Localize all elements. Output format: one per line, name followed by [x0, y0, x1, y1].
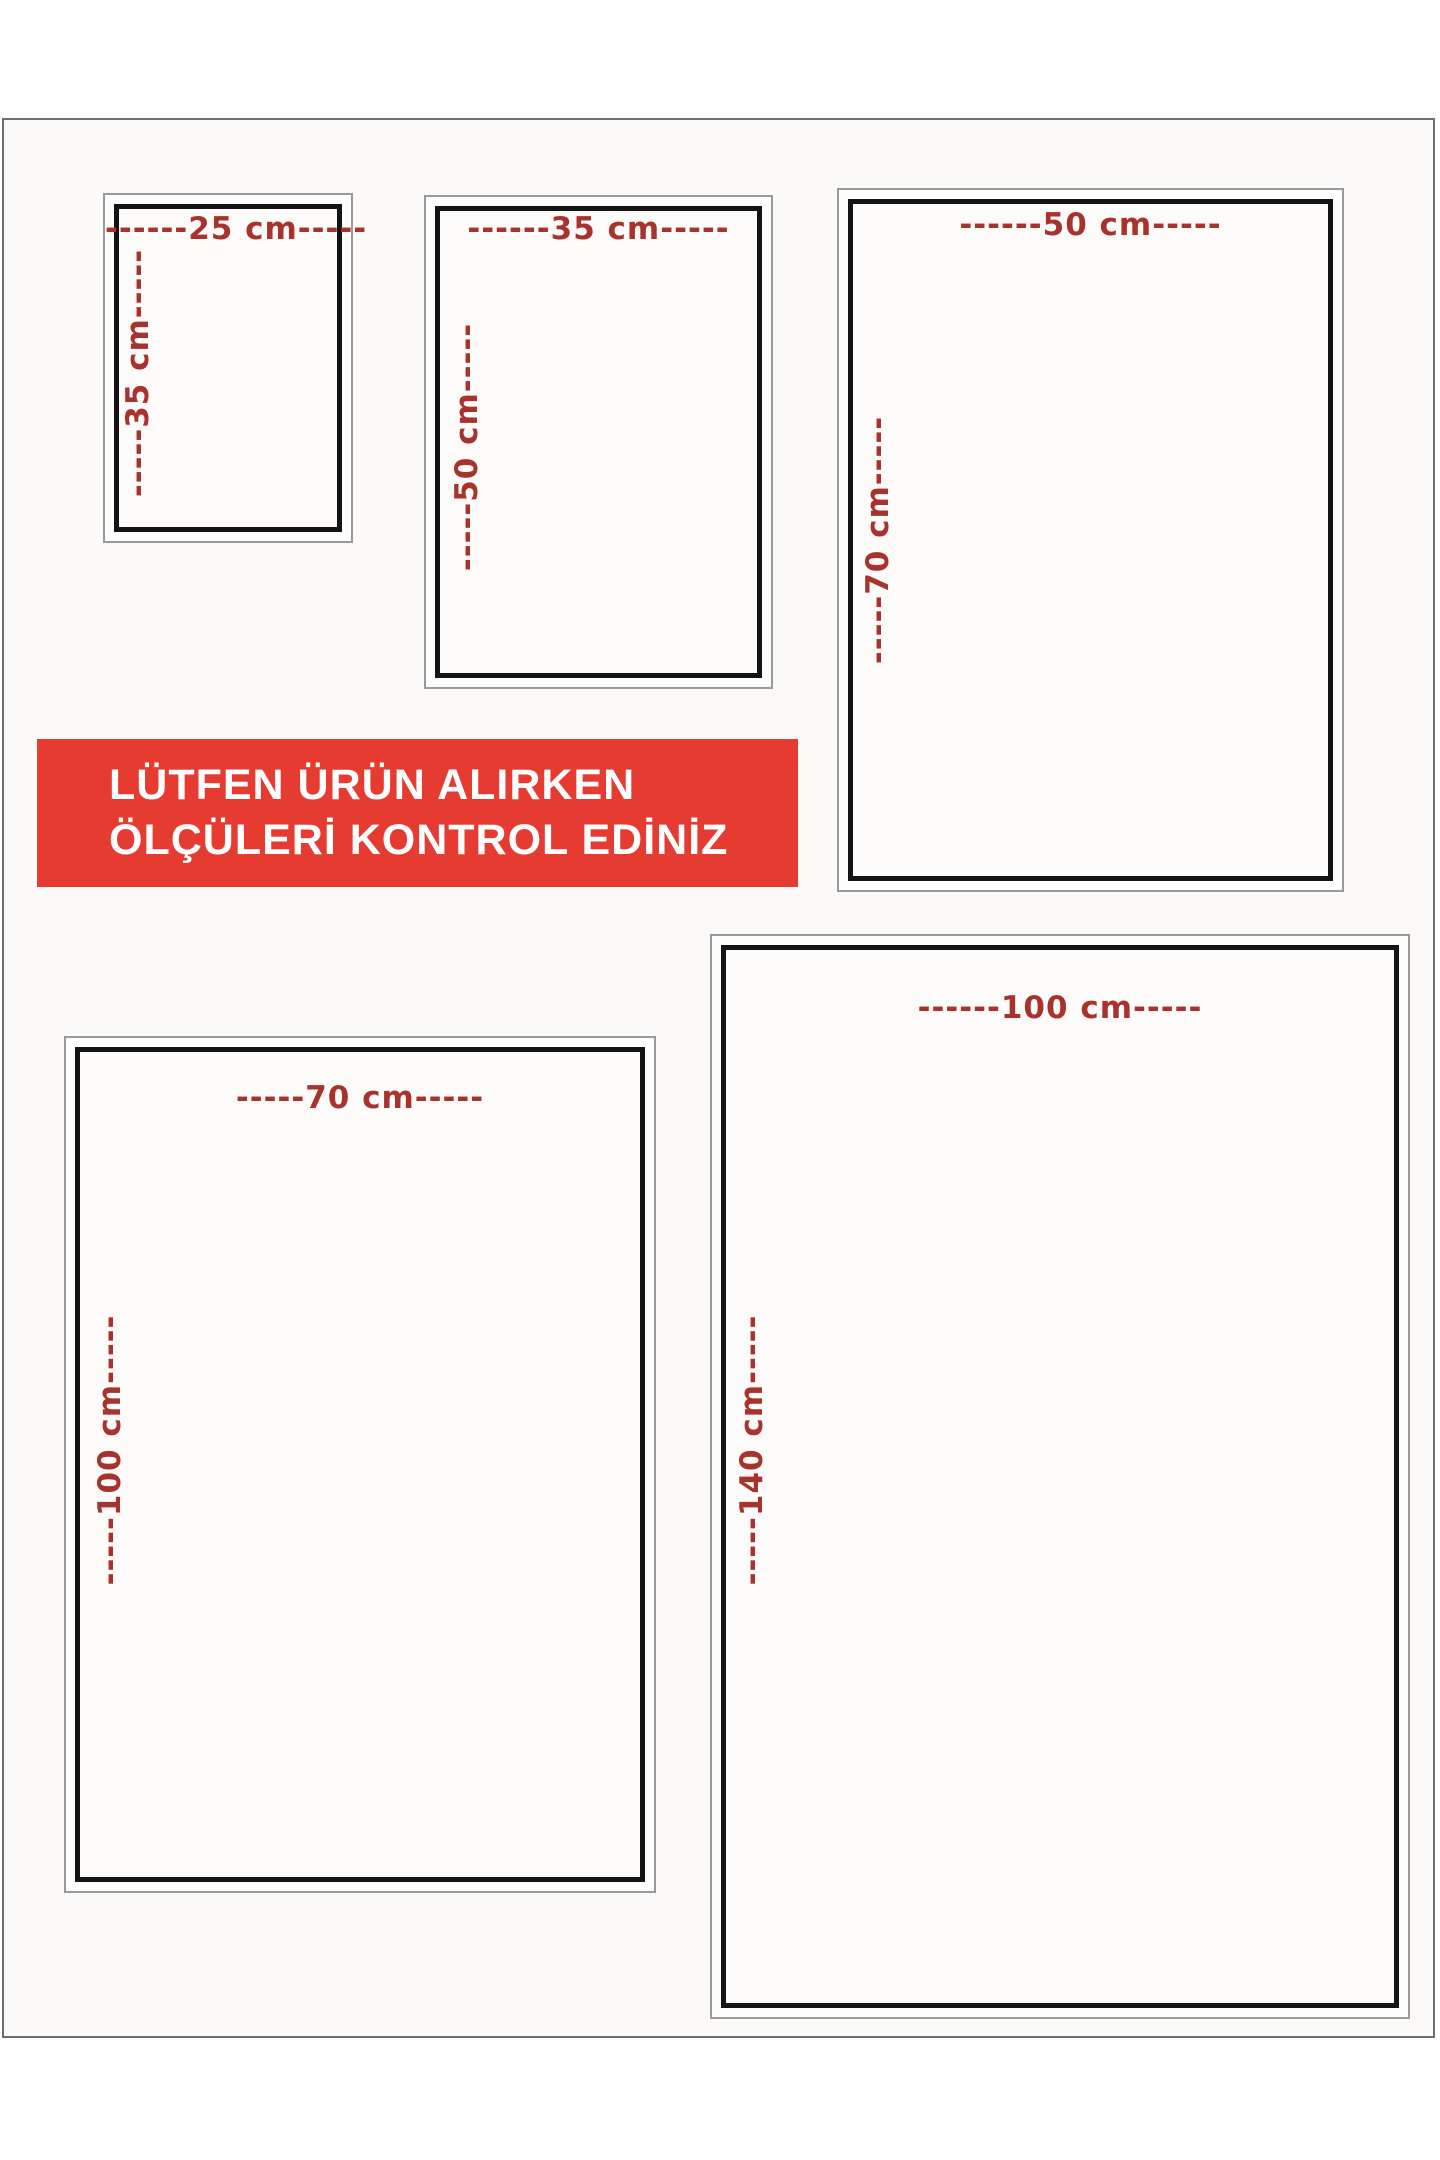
size-box-50x70-border: [848, 199, 1333, 881]
size-box-25x35: [103, 193, 368, 543]
size-box-70x100: [64, 1036, 656, 1893]
width-dimension-label: -----70 cm-----: [235, 1080, 485, 1116]
notice-banner: [37, 739, 798, 887]
width-dimension-label: ------35 cm-----: [467, 211, 730, 247]
size-box-50x70: [837, 188, 1344, 892]
height-dimension-label: -----100 cm-----: [92, 1314, 128, 1586]
notice-banner-line-1: LÜTFEN ÜRÜN ALIRKEN: [109, 760, 636, 809]
height-dimension-label: -----70 cm-----: [860, 415, 896, 665]
height-dimension-label: -----35 cm-----: [120, 248, 156, 498]
height-dimension-label: -----140 cm-----: [734, 1314, 770, 1586]
notice-banner-line-2: ÖLÇÜLERİ KONTROL EDİNİZ: [109, 816, 729, 864]
width-dimension-label: ------50 cm-----: [959, 207, 1222, 243]
width-dimension-label: ------100 cm-----: [917, 990, 1203, 1026]
size-box-100x140: [710, 934, 1410, 2019]
width-dimension-label: ------25 cm-----: [105, 211, 368, 247]
size-box-100x140-border: [721, 945, 1399, 2008]
size-box-35x50: [424, 195, 773, 689]
size-box-70x100-border: [75, 1047, 645, 1882]
height-dimension-label: -----50 cm-----: [449, 322, 485, 572]
